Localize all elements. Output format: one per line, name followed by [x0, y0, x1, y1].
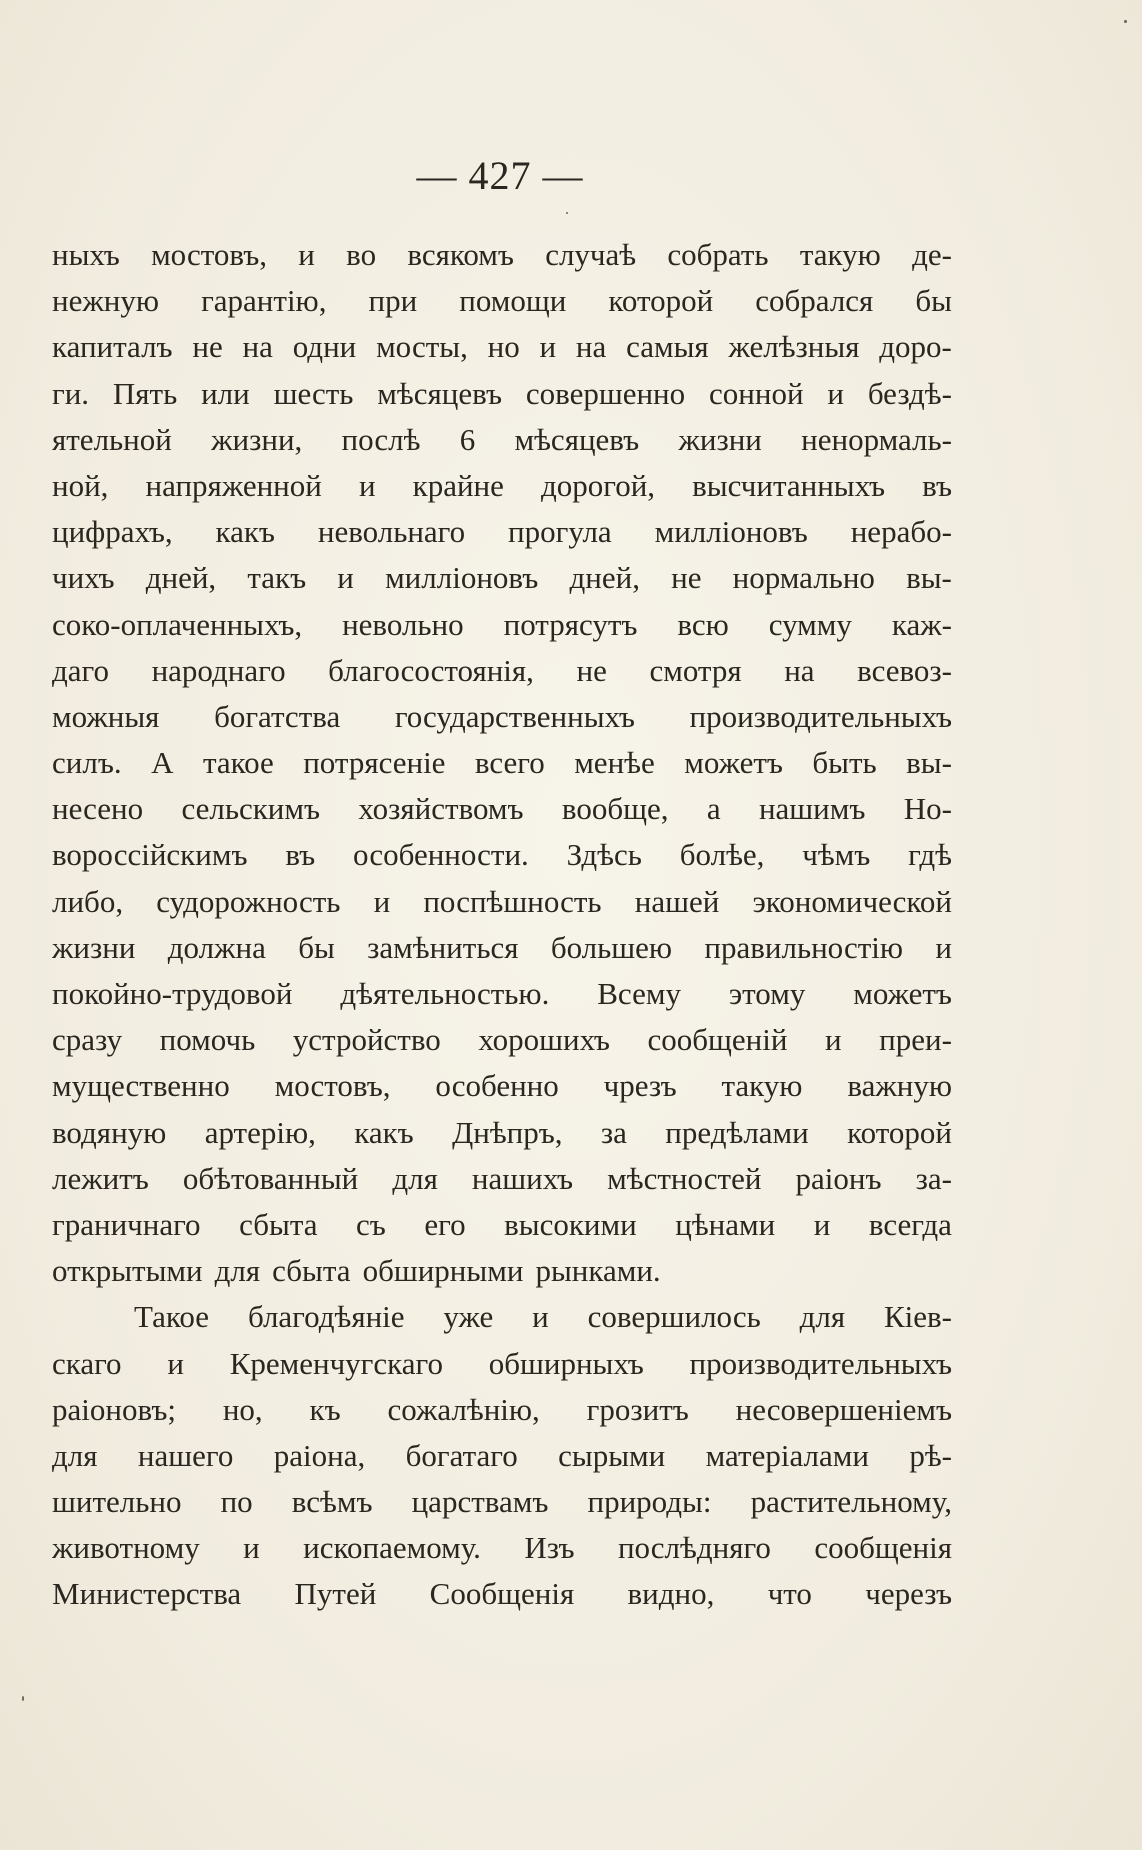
word: можетъ [684, 745, 783, 781]
text-line [52, 694, 952, 740]
word: шесть [273, 375, 354, 411]
word: совершенно [525, 375, 686, 411]
word: и [825, 1022, 842, 1058]
word: дѣятельностью. [340, 976, 550, 1011]
text-line [52, 1248, 952, 1294]
word: царствамъ [411, 1484, 549, 1520]
word: всю [677, 606, 729, 642]
paper-speck [566, 212, 568, 214]
word: мосты, [376, 329, 468, 365]
word: за- [915, 1160, 952, 1196]
word: устройство [292, 1022, 441, 1058]
word: Здѣсь [566, 837, 642, 873]
text-line [52, 1525, 952, 1571]
word: на [242, 329, 273, 365]
word: чихъ [52, 560, 115, 596]
word: мѣстностей [607, 1160, 762, 1196]
word: грозитъ [586, 1391, 689, 1427]
word: для [392, 1160, 438, 1196]
word: на [575, 329, 607, 365]
word: сельскимъ [181, 791, 321, 827]
word: бы [915, 283, 952, 319]
word: Сообщенія [429, 1576, 575, 1612]
word: жизни [52, 929, 136, 965]
word: покойно-трудовой [52, 976, 293, 1011]
word: рѣ- [909, 1437, 952, 1473]
word: крайне [412, 467, 504, 503]
word: дорогой, [541, 467, 656, 503]
word: особенно [435, 1068, 559, 1104]
word: вообще, [561, 791, 669, 827]
word: соко-оплаченныхъ, [52, 606, 303, 642]
word: быть [812, 745, 877, 781]
word: или [201, 375, 250, 411]
word: высчитанныхъ [692, 467, 885, 503]
word: большею [550, 929, 673, 965]
word: сообщеній [647, 1022, 788, 1058]
word: которой [847, 1114, 952, 1150]
word: совершилось [587, 1299, 761, 1335]
word: сразу [52, 1022, 123, 1058]
word: Кременчугскаго [229, 1345, 443, 1381]
word: мѣсяцевъ [514, 421, 640, 457]
text-line [52, 1433, 952, 1479]
word: даго [52, 652, 109, 688]
text-line [52, 1156, 952, 1202]
word: при [368, 283, 418, 319]
word: граничнаго [52, 1206, 201, 1242]
text-line [52, 602, 952, 648]
word: и [539, 329, 557, 365]
word: бы [298, 929, 335, 965]
word: сбыта [239, 1206, 318, 1242]
word: нашего [137, 1437, 234, 1473]
text-line [52, 555, 952, 601]
word: случаѣ [545, 237, 637, 272]
word: силъ. [52, 745, 122, 781]
text-line [52, 1202, 952, 1248]
word: милліоновъ [385, 560, 539, 596]
word: де- [912, 237, 952, 272]
word: Но- [903, 791, 952, 827]
word: Такое [134, 1299, 210, 1335]
word: болѣе, [679, 837, 765, 873]
text-line [52, 832, 952, 878]
word: и [358, 467, 376, 503]
body-text [52, 232, 952, 1618]
word: и [827, 375, 844, 411]
word: собрался [755, 283, 874, 319]
word: Днѣпръ, [452, 1114, 563, 1150]
word: государственныхъ [394, 698, 635, 734]
word: такое [202, 745, 274, 781]
word: какъ [215, 514, 275, 550]
word: съ [356, 1206, 386, 1242]
word: животному [52, 1530, 200, 1566]
word: менѣе [574, 745, 655, 781]
word: мѣсяцевъ [377, 375, 503, 411]
text-line [52, 324, 952, 370]
word: капиталъ [52, 329, 173, 365]
word: и [167, 1345, 184, 1381]
word: раіонъ [795, 1160, 882, 1196]
word: раіона, [273, 1437, 366, 1473]
word: нормально [732, 560, 875, 596]
word: его [424, 1206, 466, 1242]
word: жизни, [211, 421, 303, 457]
word: обѣтованный [182, 1160, 359, 1196]
word: не [192, 329, 223, 365]
word: невольнаго [317, 514, 466, 550]
word: не [671, 560, 702, 596]
word: всевоз- [857, 652, 952, 688]
word: во [346, 237, 377, 272]
word: нашимъ [758, 791, 866, 827]
word: лежитъ [52, 1160, 149, 1196]
word: особенности. [353, 837, 529, 873]
word: жизни [678, 421, 762, 457]
text-line [52, 371, 952, 417]
word: и [298, 237, 315, 272]
word: судорожность [156, 883, 341, 919]
text-line [52, 925, 952, 971]
word: всего [474, 745, 545, 781]
word: сбыта [272, 1253, 351, 1289]
word: можетъ [853, 976, 952, 1011]
word: производительныхъ [689, 698, 952, 734]
word: ной, [52, 467, 109, 503]
word: преи- [879, 1022, 952, 1058]
word: А [151, 745, 174, 781]
text-line [52, 1571, 952, 1617]
word: прогула [508, 514, 612, 550]
word: такъ [247, 560, 307, 596]
word: невольно [342, 606, 464, 642]
word: Министерства [52, 1576, 242, 1612]
word: мущественно [52, 1068, 230, 1104]
text-line [52, 463, 952, 509]
word: раіоновъ; [52, 1391, 176, 1427]
word: и [532, 1299, 549, 1335]
word: Путей [294, 1576, 377, 1612]
word: для [799, 1299, 846, 1335]
word: сообщенія [814, 1530, 952, 1566]
text-line [52, 879, 952, 925]
word: и [813, 1206, 831, 1242]
paper-speck [1124, 20, 1127, 23]
word: вы- [906, 745, 952, 781]
text-line [52, 1479, 952, 1525]
word: и [337, 560, 354, 596]
word: нашихъ [471, 1160, 574, 1196]
word: мостовъ, [151, 237, 267, 272]
word: цѣнами [675, 1206, 776, 1242]
paper-speck [22, 1696, 24, 1701]
text-line [52, 971, 952, 1017]
word: этому [728, 976, 806, 1011]
word: матеріалами [705, 1437, 869, 1473]
word: ископаемому. [303, 1530, 481, 1566]
word: черезъ [865, 1576, 952, 1612]
word: въ [285, 837, 316, 873]
word: должна [167, 929, 266, 965]
word: послѣ [341, 421, 421, 457]
word: сумму [768, 606, 852, 642]
word: хорошихъ [478, 1022, 610, 1058]
word: несено [52, 791, 144, 827]
word: богатства [214, 698, 341, 734]
word: народнаго [151, 652, 286, 688]
word: каж- [891, 606, 952, 642]
word: всякомъ [407, 237, 514, 272]
word: послѣдняго [617, 1530, 771, 1566]
word: въ [922, 467, 952, 503]
word: доро- [879, 329, 952, 365]
word: богатаго [405, 1437, 518, 1473]
text-line [52, 1387, 952, 1433]
word: нежную [52, 283, 160, 319]
word: потрясеніе [303, 745, 446, 781]
word: высокими [504, 1206, 637, 1242]
text-line [52, 278, 952, 324]
word: мостовъ, [274, 1068, 391, 1104]
word: производительныхъ [689, 1345, 952, 1381]
text-line [52, 1063, 952, 1109]
word: помочь [159, 1022, 256, 1058]
word: чрезъ [603, 1068, 677, 1104]
word: всѣмъ [291, 1484, 373, 1520]
word: такую [721, 1068, 803, 1104]
word: экономической [752, 883, 952, 919]
word: нерабо- [850, 514, 952, 550]
word: напряженной [145, 467, 322, 503]
word: для [214, 1253, 261, 1289]
word: желѣзныя [728, 329, 860, 365]
word: шительно [52, 1484, 182, 1520]
word: водяную [52, 1114, 167, 1150]
word: не [576, 652, 607, 688]
word: несовершеніемъ [735, 1391, 952, 1427]
word: одни [292, 329, 357, 365]
word: правильностію [704, 929, 904, 965]
word: скаго [52, 1345, 122, 1381]
word: потрясутъ [503, 606, 638, 642]
word: сонной [709, 375, 804, 411]
word: обширныхъ [488, 1345, 644, 1381]
word: благосостоянія, [328, 652, 534, 688]
word: что [767, 1576, 812, 1612]
word: помощи [459, 283, 567, 319]
word: и [373, 883, 391, 919]
word: для [52, 1437, 98, 1473]
word: рынками. [535, 1253, 661, 1289]
text-line [52, 740, 952, 786]
word: Кіев- [883, 1299, 952, 1335]
word: сырыми [558, 1437, 666, 1473]
word: но [487, 329, 520, 365]
word: за [600, 1114, 627, 1150]
word: гарантію, [201, 283, 327, 319]
word: самыя [626, 329, 709, 365]
word: хозяйствомъ [358, 791, 524, 827]
text-line [52, 786, 952, 832]
word: гдѣ [908, 837, 952, 873]
word: вы- [906, 560, 952, 596]
text-line [52, 232, 952, 278]
word: какъ [354, 1114, 414, 1150]
word: Всему [597, 976, 681, 1011]
word: а [706, 791, 721, 827]
text-line [52, 1341, 952, 1387]
word: важную [847, 1068, 952, 1104]
word: можныя [52, 698, 160, 734]
word: ныхъ [52, 237, 120, 272]
word: такую [799, 237, 881, 272]
word: милліоновъ [654, 514, 808, 550]
word: нашей [634, 883, 720, 919]
word: бездѣ- [867, 375, 952, 411]
word: замѣниться [367, 929, 519, 965]
word: которой [608, 283, 714, 319]
text-line [52, 1017, 952, 1063]
word: Пять [112, 375, 178, 411]
word: артерію, [204, 1114, 316, 1150]
word: всегда [868, 1206, 952, 1242]
word: собрать [667, 237, 769, 272]
word: обширными [362, 1253, 524, 1289]
word: поспѣшность [423, 883, 602, 919]
text-line [52, 509, 952, 555]
text-line [52, 1110, 952, 1156]
word: дней, [145, 560, 217, 596]
word: Изъ [524, 1530, 575, 1566]
word: открытыми [52, 1253, 203, 1289]
text-line [52, 1294, 952, 1340]
word: цифрахъ, [52, 514, 173, 550]
word: ненормаль- [801, 421, 952, 457]
word: растительному, [750, 1484, 952, 1520]
word: по [220, 1484, 253, 1520]
word: дней, [569, 560, 640, 596]
word: и [243, 1530, 260, 1566]
word: видно, [627, 1576, 715, 1612]
word: ги. [52, 375, 90, 411]
word: вороссійскимъ [52, 837, 248, 873]
page-number: — 427 — [416, 153, 584, 198]
word: уже [443, 1299, 494, 1335]
word: къ [309, 1391, 341, 1427]
word: смотря [649, 652, 742, 688]
text-line [52, 417, 952, 463]
word: чѣмъ [802, 837, 871, 873]
word: но, [222, 1391, 263, 1427]
word: и [935, 929, 952, 965]
word: ятельной [52, 421, 172, 457]
word: на [784, 652, 815, 688]
text-line [52, 648, 952, 694]
word: природы: [587, 1484, 712, 1520]
word: либо, [52, 883, 124, 919]
word: предѣлами [665, 1114, 809, 1150]
word: сожалѣнію, [387, 1391, 540, 1427]
word: 6 [459, 421, 476, 457]
word: благодѣяніе [247, 1299, 405, 1335]
